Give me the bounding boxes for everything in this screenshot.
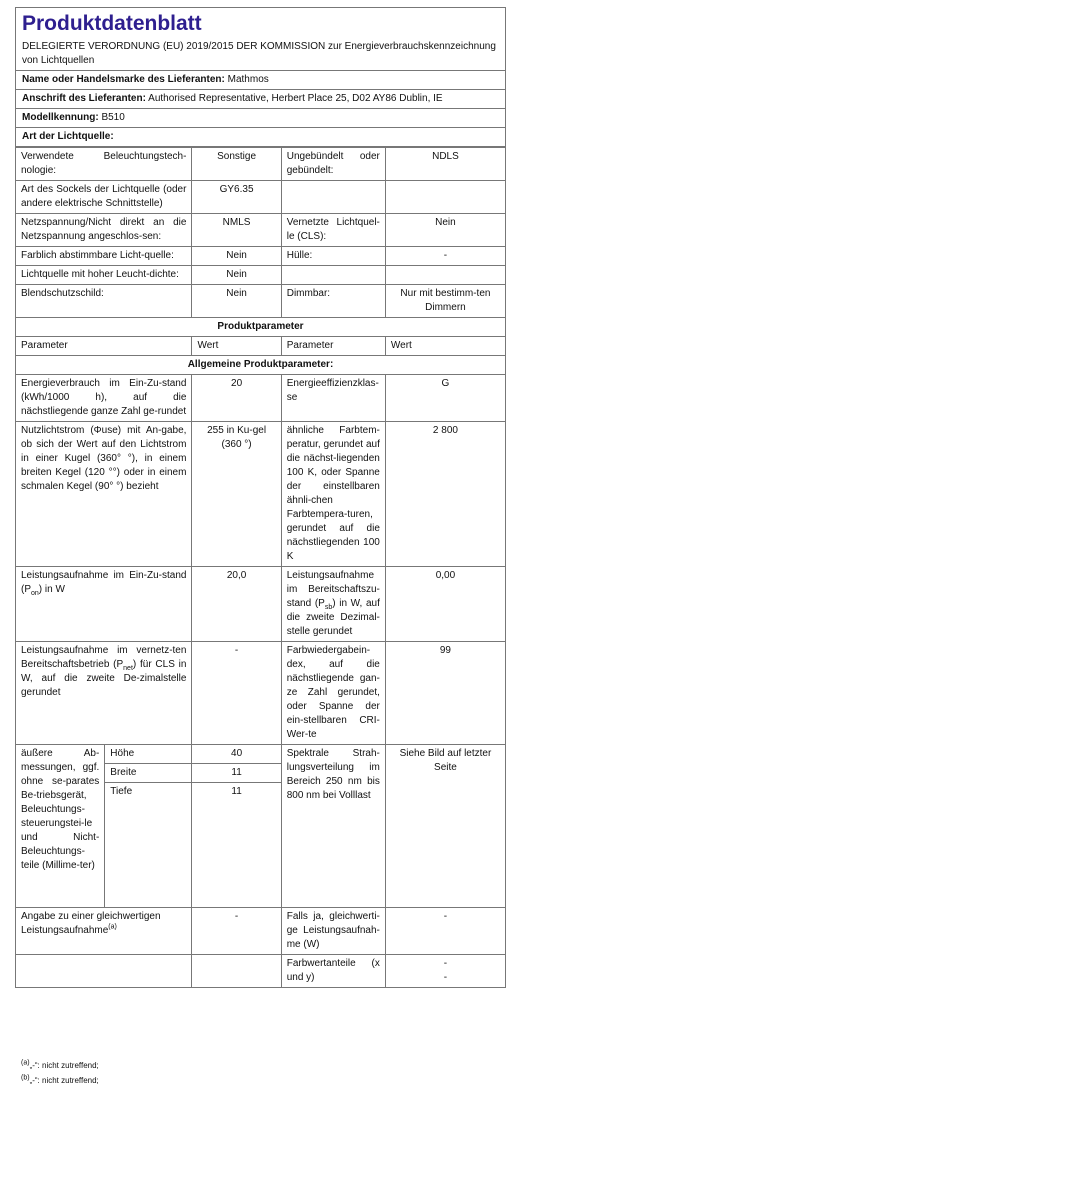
address-value: Authorised Representative, Herbert Place 25, D02 AY86 Dublin, IE (148, 93, 443, 104)
type-label: Blendschutzschild: (16, 285, 192, 318)
light-type-row (16, 266, 506, 285)
light-type-row (16, 148, 506, 181)
col-header-value-1: Wert (192, 337, 281, 356)
model-value: B510 (101, 112, 125, 123)
type-label: Dimmbar: (281, 285, 385, 318)
type-label: Vernetzte Lichtquel-le (CLS): (281, 214, 385, 247)
flux-row: Nutzlichtstrom (Φuse) mit An-gabe, ob sich der Wert auf den Lichtstrom in einer Kugel (360° °), in einem breiten Kegel (120 °°) oder in einem schmalen Kegel (90° °) bezieht 255 in Ku-gel (360 °) ähnliche Farbtem-peratur, gerundet auf die nächst-liegenden 100 K, oder Spanne der einstellbaren ähnli-chen Farbtempera-turen, gerundet auf die nächstliegenden 100 K 2 800 (16, 422, 506, 567)
footnote-b: $^{(b)}$„-“: nicht zutreffend; (21, 1074, 99, 1085)
col-header-value-2: Wert (385, 337, 505, 356)
type-value: - (385, 247, 505, 266)
params-header-row (16, 318, 506, 337)
type-value: GY6.35 (192, 181, 281, 214)
light-type-row (16, 247, 506, 266)
type-label: Ungebündelt oder gebündelt: (281, 148, 385, 181)
dimension-value: 11 (192, 783, 281, 908)
dimensions-label: äußere Ab-messungen, ggf. ohne se-parates Be-triebsgerät, Beleuchtungs-steuerungstei-le und Nicht-Beleuchtungs-teile (Millime-ter) (16, 745, 105, 908)
spectral-value: Siehe Bild auf letzter Seite (385, 745, 505, 908)
regulation-text: DELEGIERTE VERORDNUNG (EU) 2019/2015 DER KOMMISSION zur Energieverbrauchskennzeichnung von Lichtquellen (22, 41, 496, 66)
supplier-row (16, 70, 505, 89)
standby-row: Leistungsaufnahme im vernetz-ten Bereitschaftsbetrieb $(P_{net})$ für CLS in W, auf die zweite De-zimalstelle gerundet - Farbwiedergabein-dex, auf die nächstliegende gan-ze Zahl gerundet, oder Spanne der ein-stellbaren CRI-Wer-te 99 (16, 642, 506, 745)
spectral-label: Spektrale Strah-lungsverteilung im Bereich 250 nm bis 800 nm bei Volllast (281, 745, 385, 908)
supplier-label: Name oder Handelsmarke des Lieferanten: (22, 74, 225, 85)
type-value: NDLS (385, 148, 505, 181)
address-row (16, 89, 505, 108)
type-label (281, 181, 385, 214)
light-type-row (16, 285, 506, 318)
light-type-row (16, 181, 506, 214)
type-label: Netzspannung/Nicht direkt an die Netzspannung angeschlos-sen: (16, 214, 192, 247)
type-label: Art des Sockels der Lichtquelle (oder andere elektrische Schnittstelle) (16, 181, 192, 214)
type-value: Sonstige (192, 148, 281, 181)
type-label (281, 266, 385, 285)
type-value (385, 266, 505, 285)
energy-row: Energieverbrauch im Ein-Zu-stand (kWh/1000 h), auf die nächstliegende ganze Zahl ge-rundet 20 Energieeffizienzklas-se G (16, 375, 506, 422)
dimension-name: Tiefe (105, 783, 192, 908)
footnote-a: $^{(a)}$„-“: nicht zutreffend; (21, 1059, 99, 1070)
equivalent-row: Angabe zu einer gleichwertigen Leistungsaufnahme$^{(a)}$ - Falls ja, gleichwerti-ge Leistungsaufnah-me (W) - (16, 908, 506, 955)
model-label: Modellkennung: (22, 112, 99, 123)
type-value: NMLS (192, 214, 281, 247)
col-header-parameter-2: Parameter (281, 337, 385, 356)
page-title: Produktdatenblatt (22, 12, 202, 35)
type-value: Nein (385, 214, 505, 247)
type-label: Hülle: (281, 247, 385, 266)
general-header-row (16, 356, 506, 375)
dimension-value: 11 (192, 764, 281, 783)
dimensions-row (16, 745, 506, 764)
type-value: Nur mit bestimm-ten Dimmern (385, 285, 505, 318)
type-label: Farblich abstimmbare Licht-quelle: (16, 247, 192, 266)
power-row: Leistungsaufnahme im Ein-Zu-stand $(P_{on})$ in W 20,0 Leistungsaufnahme im Bereitschaftszu-stand $(P_{sb})$ in W, auf die zweite Dezimal-stelle gerundet 0,00 (16, 567, 506, 642)
chroma-row: Farbwertanteile (x und y) - - (16, 955, 506, 988)
params-header: Produktparameter (16, 318, 506, 337)
column-header-row (16, 337, 506, 356)
sheet-header (15, 7, 506, 147)
address-label: Anschrift des Lieferanten: (22, 93, 146, 104)
supplier-value: Mathmos (227, 74, 269, 85)
dimension-name: Breite (105, 764, 192, 783)
type-label: Lichtquelle mit hoher Leucht-dichte: (16, 266, 192, 285)
dimension-name: Höhe (105, 745, 192, 764)
parameter-table (15, 147, 506, 988)
light-type-row (16, 214, 506, 247)
col-header-parameter-1: Parameter (16, 337, 192, 356)
general-header: Allgemeine Produktparameter: (16, 356, 506, 375)
type-label: Verwendete Beleuchtungstech-nologie: (16, 148, 192, 181)
product-data-sheet (15, 7, 506, 988)
type-value: Nein (192, 266, 281, 285)
model-row (16, 108, 505, 127)
type-value: Nein (192, 247, 281, 266)
dimension-value: 40 (192, 745, 281, 764)
type-value: Nein (192, 285, 281, 318)
type-value (385, 181, 505, 214)
light-type-heading: Art der Lichtquelle: (16, 127, 505, 146)
